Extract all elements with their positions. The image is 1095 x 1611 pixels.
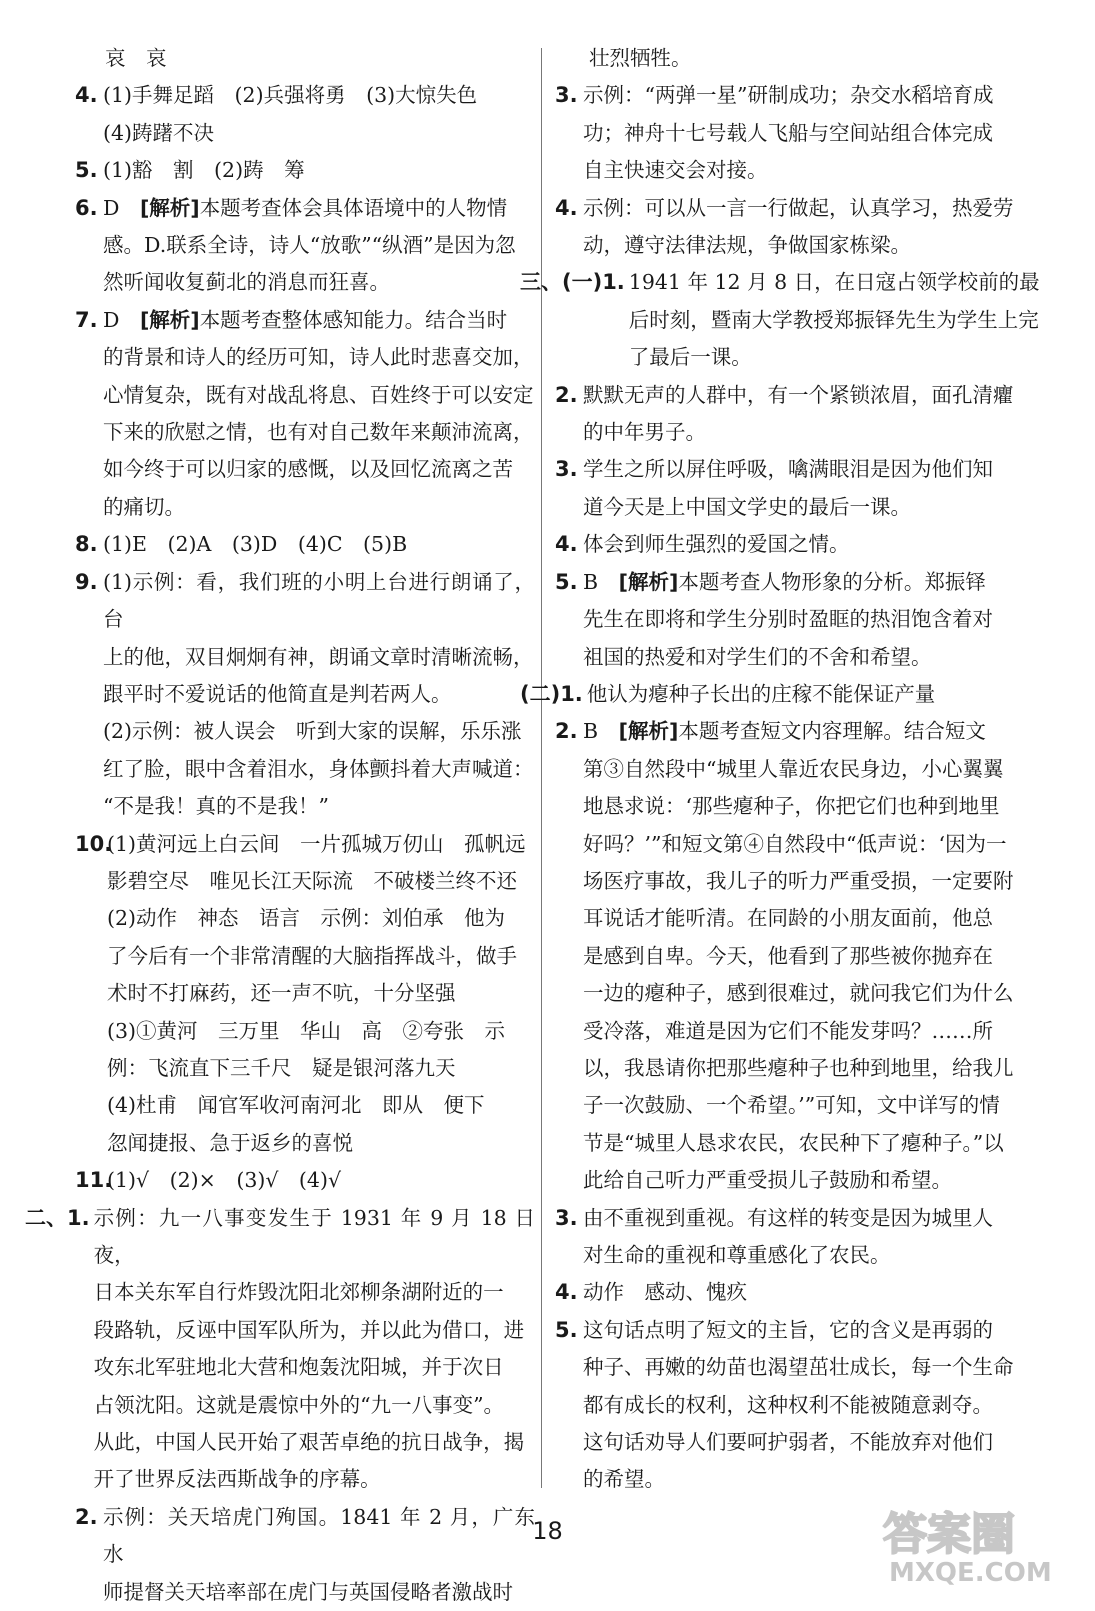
text-line: 上的他，双目炯炯有神，朗诵文章时清晰流畅， bbox=[103, 644, 534, 669]
text-line: 段路轨，反诬中国军队所为，并以此为借口，进 bbox=[93, 1317, 525, 1342]
item-number: (二)1. bbox=[520, 681, 583, 706]
text-line: 地恳求说：‘那些瘪种子，你把它们也种到地里 bbox=[583, 794, 1000, 819]
text-line: 功；神舟十七号载人飞船与空间站组合体完成 bbox=[583, 120, 993, 145]
text-line: 耳说话才能听清。在同龄的小朋友面前，他总 bbox=[583, 906, 993, 931]
text-line: 第③自然段中“城里人靠近农民身边，小心翼翼 bbox=[583, 756, 1004, 781]
text-line: 示例：“两弹一星”研制成功；杂交水稻培育成 bbox=[583, 83, 994, 108]
text-line: 影碧空尽 唯见长江天际流 不破楼兰终不还 bbox=[107, 868, 517, 893]
text-line: 这句话点明了短文的主旨，它的含义是再弱的 bbox=[583, 1317, 993, 1342]
item-text bbox=[629, 264, 1050, 376]
text-line: 占领沈阳。这就是震惊中外的“九一八事变”。 bbox=[93, 1392, 505, 1417]
item-number: 8. bbox=[75, 532, 98, 557]
text-line: 默默无声的人群中，有一个紧锁浓眉，面孔清癯 bbox=[583, 382, 1014, 407]
item-text bbox=[583, 451, 1050, 526]
left-column bbox=[25, 40, 535, 1611]
text-line: 日本关东军自行炸毁沈阳北郊柳条湖附近的一 bbox=[93, 1280, 504, 1305]
text-line: 此给自己听力严重受损儿子鼓励和希望。 bbox=[583, 1168, 952, 1193]
answer-item bbox=[75, 40, 535, 77]
item-number: 二、1. bbox=[25, 1205, 90, 1230]
text-line: 这句话劝导人们要呵护弱者，不能放弃对他们 bbox=[583, 1430, 993, 1455]
item-text bbox=[103, 564, 535, 826]
text-line: (4)杜甫 闻官军收河南河北 即从 便下 bbox=[107, 1093, 485, 1118]
text-line: 示例：关天培虎门殉国。1841 年 2 月，广东水 bbox=[103, 1504, 535, 1567]
text-line: (1)E (2)A (3)D (4)C (5)B bbox=[103, 532, 408, 557]
item-number: 9. bbox=[75, 569, 98, 594]
watermark-bottom: MXQE.COM bbox=[889, 1558, 1052, 1588]
text-line: 后时刻，暨南大学教授郑振铎先生为学生上完 bbox=[628, 307, 1039, 332]
answer-item bbox=[555, 1312, 1050, 1499]
item-number: 3. bbox=[555, 1205, 578, 1230]
answer-item bbox=[75, 1162, 535, 1199]
text-line: 学生之所以屏住呼吸，噙满眼泪是因为他们知 bbox=[583, 457, 993, 482]
answer-item bbox=[555, 77, 1050, 189]
item-number: 10. bbox=[75, 831, 113, 856]
item-number: 2. bbox=[75, 1504, 98, 1529]
text-line: (4)踌躇不决 bbox=[103, 120, 215, 145]
item-text bbox=[103, 1499, 535, 1611]
answer-item bbox=[75, 564, 535, 826]
text-line: (1)黄河远上白云间 一片孤城万仞山 孤帆远 bbox=[107, 831, 526, 856]
item-text bbox=[583, 1200, 1050, 1275]
item-text bbox=[103, 152, 535, 189]
item-text bbox=[587, 676, 1050, 713]
item-number: 5. bbox=[75, 158, 98, 183]
analysis-tag: [解析] bbox=[618, 719, 679, 744]
text-line: (2)动作 神态 语言 示例：刘伯承 他为 bbox=[107, 906, 506, 931]
text-line: 红了脸，眼中含着泪水，身体颤抖着大声喊道： bbox=[103, 756, 534, 781]
text-line: 忽闻捷报、急于返乡的喜悦 bbox=[107, 1130, 353, 1155]
text-line: 以，我恳请你把那些瘪种子也种到地里，给我儿 bbox=[583, 1055, 1014, 1080]
text-line: (1)√ (2)× (3)√ (4)√ bbox=[107, 1168, 342, 1193]
item-text bbox=[583, 1312, 1050, 1499]
text-line: 术时不打麻药，还一声不吭，十分坚强 bbox=[107, 981, 456, 1006]
text-line: (2)示例：被人误会 听到大家的误解，乐乐涨 bbox=[103, 719, 522, 744]
text-line: 师提督关天培率部在虎门与英国侵略者激战时 bbox=[103, 1579, 513, 1604]
watermark-top: 答案圈 bbox=[883, 1509, 1015, 1560]
text-line: 的希望。 bbox=[583, 1467, 665, 1492]
item-text bbox=[103, 77, 535, 152]
right-column bbox=[520, 40, 1050, 1499]
item-text bbox=[583, 713, 1050, 1199]
text-line: 下来的欣慰之情，也有对自己数年来颠沛流离， bbox=[103, 420, 534, 445]
item-text bbox=[103, 302, 535, 526]
item-number: 2. bbox=[555, 382, 578, 407]
text-line: 的中年男子。 bbox=[583, 420, 706, 445]
item-number: 三、(一)1. bbox=[520, 270, 625, 295]
item-text bbox=[583, 1274, 1050, 1311]
item-text bbox=[583, 190, 1050, 265]
text-line: B [解析]本题考查短文内容理解。结合短文 bbox=[583, 719, 986, 744]
item-text bbox=[583, 377, 1050, 452]
text-line: 了今后有一个非常清醒的大脑指挥战斗，做手 bbox=[107, 943, 517, 968]
text-line: B [解析]本题考查人物形象的分析。郑振铎 bbox=[583, 569, 986, 594]
text-line: 是感到自卑。今天，他看到了那些被你抛弃在 bbox=[583, 943, 993, 968]
text-line: D [解析]本题考查体会具体语境中的人物情 bbox=[103, 195, 508, 220]
item-text bbox=[583, 526, 1050, 563]
text-line: (1)示例：看，我们班的小明上台进行朗诵了，台 bbox=[103, 569, 535, 632]
text-line: 示例：九一八事变发生于 1931 年 9 月 18 日夜， bbox=[93, 1205, 535, 1267]
answer-item bbox=[75, 152, 535, 189]
answer-item bbox=[555, 377, 1050, 452]
text-line: (1)豁 割 (2)踌 筹 bbox=[103, 158, 305, 183]
analysis-tag: [解析] bbox=[139, 195, 200, 220]
item-text bbox=[589, 40, 1050, 77]
text-line: 的痛切。 bbox=[103, 494, 185, 519]
text-line: 子一次鼓励、一个希望。’”可知，文中详写的情 bbox=[583, 1093, 1000, 1118]
text-line: 开了世界反法西斯战争的序幕。 bbox=[93, 1467, 381, 1492]
text-line: 一边的瘪种子，感到很难过，就问我它们为什么 bbox=[583, 981, 1014, 1006]
analysis-tag: [解析] bbox=[139, 307, 200, 332]
item-number: 2. bbox=[555, 719, 578, 744]
answer-item bbox=[555, 564, 1050, 676]
text-line: 的背景和诗人的经历可知，诗人此时悲喜交加， bbox=[103, 345, 534, 370]
answer-item bbox=[25, 1200, 535, 1499]
item-number: 5. bbox=[555, 569, 578, 594]
answer-item bbox=[555, 451, 1050, 526]
item-number: 7. bbox=[75, 307, 98, 332]
item-number: 4. bbox=[555, 195, 578, 220]
answer-item bbox=[520, 264, 1050, 376]
item-number: 11. bbox=[75, 1168, 113, 1193]
text-line: D [解析]本题考查整体感知能力。结合当时 bbox=[103, 307, 508, 332]
text-line: 种子、再嫩的幼苗也渴望茁壮成长，每一个生命 bbox=[583, 1355, 1014, 1380]
text-line: (3)①黄河 三万里 华山 高 ②夸张 示 bbox=[107, 1018, 506, 1043]
text-line: 心情复杂，既有对战乱将息、百姓终于可以安定 bbox=[103, 382, 534, 407]
text-line: 动，遵守法律法规，争做国家栋梁。 bbox=[583, 233, 911, 258]
text-line: 1941 年 12 月 8 日，在日寇占领学校前的最 bbox=[628, 270, 1040, 295]
text-line: 例：飞流直下三千尺 疑是银河落九天 bbox=[107, 1055, 456, 1080]
text-line: (1)手舞足蹈 (2)兵强将勇 (3)大惊失色 bbox=[103, 83, 478, 108]
text-line: 对生命的重视和尊重感化了农民。 bbox=[583, 1243, 891, 1267]
text-line: 都有成长的权利，这种权利不能被随意剥夺。 bbox=[583, 1392, 993, 1417]
item-text bbox=[107, 826, 535, 1163]
text-line: 了最后一课。 bbox=[628, 345, 752, 370]
answer-circle-logo-icon bbox=[873, 1497, 1073, 1589]
text-line: 先生在即将和学生分别时盈眶的热泪饱含着对 bbox=[583, 607, 993, 632]
item-text bbox=[103, 190, 535, 302]
text-line: 哀 哀 bbox=[105, 46, 167, 70]
text-line: 跟平时不爱说话的他简直是判若两人。 bbox=[103, 681, 452, 706]
answer-item bbox=[75, 302, 535, 526]
text-line: 由不重视到重视。有这样的转变是因为城里人 bbox=[583, 1205, 993, 1230]
item-number: 4. bbox=[75, 83, 98, 108]
text-line: 受冷落，难道是因为它们不能发芽吗？……所 bbox=[583, 1018, 993, 1043]
item-number: 4. bbox=[555, 1280, 578, 1305]
answer-item bbox=[75, 190, 535, 302]
item-text bbox=[583, 77, 1050, 189]
answer-item bbox=[555, 526, 1050, 563]
item-number: 5. bbox=[555, 1317, 578, 1342]
answer-item bbox=[555, 1274, 1050, 1311]
item-text bbox=[94, 1200, 535, 1499]
text-line: 感。D.联系全诗，诗人“放歌”“纵酒”是因为忽 bbox=[103, 233, 516, 258]
text-line: 攻东北军驻地北大营和炮轰沈阳城，并于次日 bbox=[93, 1355, 504, 1380]
text-line: 动作 感动、愧疚 bbox=[583, 1280, 747, 1305]
item-text bbox=[105, 40, 535, 77]
answer-item bbox=[75, 826, 535, 1163]
item-text bbox=[583, 564, 1050, 676]
text-line: 示例：可以从一言一行做起，认真学习，热爱劳 bbox=[583, 195, 1014, 220]
text-line: 祖国的热爱和对学生们的不舍和希望。 bbox=[583, 644, 932, 669]
text-line: 壮烈牺牲。 bbox=[589, 46, 692, 70]
answer-item bbox=[75, 526, 535, 563]
text-line: 节是“城里人恳求农民，农民种下了瘪种子。”以 bbox=[583, 1130, 1004, 1155]
answer-item bbox=[75, 77, 535, 152]
item-number: 6. bbox=[75, 195, 98, 220]
text-line: 然听闻收复蓟北的消息而狂喜。 bbox=[103, 270, 390, 295]
text-line: “不是我！真的不是我！” bbox=[103, 794, 329, 819]
text-line: 好吗？’”和短文第④自然段中“低声说：‘因为一 bbox=[583, 831, 1007, 856]
item-number: 3. bbox=[555, 457, 578, 482]
answer-item bbox=[555, 40, 1050, 77]
item-text bbox=[107, 1162, 535, 1199]
page-number: 18 bbox=[532, 1517, 563, 1545]
answer-item bbox=[555, 713, 1050, 1199]
analysis-tag: [解析] bbox=[618, 569, 679, 594]
text-line: 自主快速交会对接。 bbox=[583, 158, 768, 183]
answer-item bbox=[555, 1200, 1050, 1275]
item-number: 3. bbox=[555, 83, 578, 108]
answer-item bbox=[75, 1499, 535, 1611]
text-line: 从此，中国人民开始了艰苦卓绝的抗日战争，揭 bbox=[93, 1430, 525, 1455]
item-number: 4. bbox=[555, 532, 578, 557]
text-line: 如今终于可以归家的感慨，以及回忆流离之苦 bbox=[103, 457, 513, 482]
text-line: 场医疗事故，我儿子的听力严重受损，一定要附 bbox=[583, 868, 1014, 893]
answer-item bbox=[555, 190, 1050, 265]
text-line: 他认为瘪种子长出的庄稼不能保证产量 bbox=[586, 681, 936, 706]
item-text bbox=[103, 526, 535, 563]
text-line: 道今天是上中国文学史的最后一课。 bbox=[583, 494, 911, 519]
answer-item bbox=[520, 676, 1050, 713]
text-line: 体会到师生强烈的爱国之情。 bbox=[583, 532, 850, 557]
